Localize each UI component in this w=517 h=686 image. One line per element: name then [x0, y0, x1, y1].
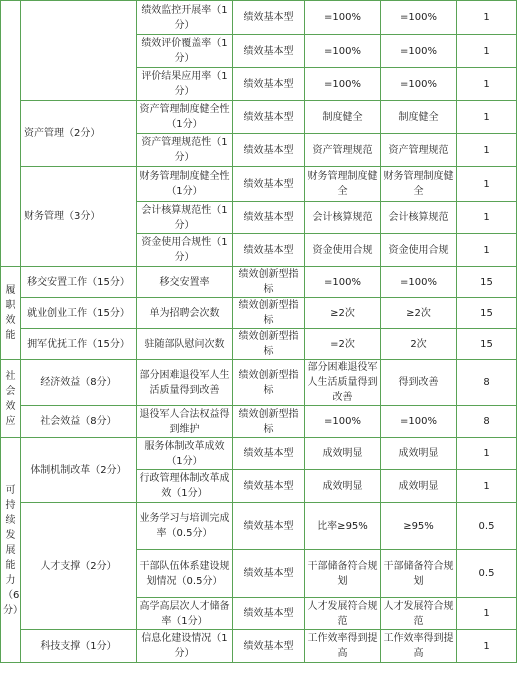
plan-cell: =100% [305, 1, 381, 35]
subcategory-employment: 就业创业工作（15分） [21, 298, 137, 329]
table-row [1, 298, 517, 329]
actual-cell: 工作效率得到提高 [381, 630, 457, 663]
table-row [1, 503, 517, 550]
metric-cell: 服务体制改革成效（1分） [137, 438, 233, 470]
actual-cell: =100% [381, 267, 457, 298]
score-cell: 0.5 [457, 503, 517, 550]
metric-cell: 业务学习与培训完成率（0.5分） [137, 503, 233, 550]
subcategory-tech: 科技支撑（1分） [21, 630, 137, 663]
score-cell: 15 [457, 298, 517, 329]
plan-cell: 部分困难退役军人生活质量得到改善 [305, 360, 381, 406]
score-cell: 8 [457, 360, 517, 406]
actual-cell: 制度健全 [381, 101, 457, 134]
plan-cell: 干部储备符合规划 [305, 550, 381, 598]
subcategory-support: 拥军优抚工作（15分） [21, 329, 137, 360]
metric-cell: 移交安置率 [137, 267, 233, 298]
metric-cell: 资产管理规范性（1分） [137, 134, 233, 167]
metric-cell: 单为招聘会次数 [137, 298, 233, 329]
table-row [1, 630, 517, 663]
subcategory-talent: 人才支撑（2分） [21, 503, 137, 630]
plan-cell: 资金使用合规 [305, 234, 381, 267]
plan-cell: =100% [305, 68, 381, 101]
type-cell: 绩效基本型 [233, 35, 305, 68]
actual-cell: =100% [381, 35, 457, 68]
type-cell: 绩效基本型 [233, 1, 305, 35]
score-cell: 15 [457, 267, 517, 298]
subcategory-econ: 经济效益（8分） [21, 360, 137, 406]
metric-cell: 驻随部队慰问次数 [137, 329, 233, 360]
metric-cell: 退役军人合法权益得到维护 [137, 406, 233, 438]
metric-cell: 行政管理体制改革成效（1分） [137, 470, 233, 503]
actual-cell: 2次 [381, 329, 457, 360]
plan-cell: 人才发展符合规范 [305, 598, 381, 630]
score-cell: 1 [457, 101, 517, 134]
actual-cell: 人才发展符合规范 [381, 598, 457, 630]
type-cell: 绩效基本型 [233, 550, 305, 598]
table-row [1, 101, 517, 134]
actual-cell: 干部储备符合规划 [381, 550, 457, 598]
metric-cell: 资产管理制度健全性（1分） [137, 101, 233, 134]
actual-cell: =100% [381, 406, 457, 438]
score-cell: 15 [457, 329, 517, 360]
plan-cell: 比率≥95% [305, 503, 381, 550]
metric-cell: 信息化建设情况（1分） [137, 630, 233, 663]
type-cell: 绩效创新型指标 [233, 329, 305, 360]
score-cell: 1 [457, 68, 517, 101]
score-cell: 1 [457, 1, 517, 35]
type-cell: 绩效基本型 [233, 470, 305, 503]
type-cell: 绩效基本型 [233, 438, 305, 470]
plan-cell: 财务管理制度健全 [305, 167, 381, 202]
actual-cell: =100% [381, 1, 457, 35]
plan-cell: =2次 [305, 329, 381, 360]
plan-cell: =100% [305, 267, 381, 298]
metric-cell: 部分困难退役军人生活质量得到改善 [137, 360, 233, 406]
score-cell: 1 [457, 35, 517, 68]
subcategory-transfer: 移交安置工作（15分） [21, 267, 137, 298]
type-cell: 绩效基本型 [233, 598, 305, 630]
score-cell: 1 [457, 167, 517, 202]
actual-cell: 财务管理制度健全 [381, 167, 457, 202]
category-social: 社会效应 [1, 360, 21, 438]
subcategory-cell-empty [21, 1, 137, 101]
metric-cell: 评价结果应用率（1分） [137, 68, 233, 101]
actual-cell: ≥2次 [381, 298, 457, 329]
score-cell: 8 [457, 406, 517, 438]
table-row [1, 360, 517, 406]
type-cell: 绩效创新型指标 [233, 267, 305, 298]
actual-cell: 得到改善 [381, 360, 457, 406]
type-cell: 绩效创新型指标 [233, 360, 305, 406]
score-cell: 1 [457, 598, 517, 630]
subcategory-social: 社会效益（8分） [21, 406, 137, 438]
plan-cell: 成效明显 [305, 438, 381, 470]
score-cell: 0.5 [457, 550, 517, 598]
type-cell: 绩效基本型 [233, 630, 305, 663]
type-cell: 绩效创新型指标 [233, 406, 305, 438]
type-cell: 绩效基本型 [233, 101, 305, 134]
actual-cell: =100% [381, 68, 457, 101]
plan-cell: 工作效率得到提高 [305, 630, 381, 663]
plan-cell: =100% [305, 35, 381, 68]
subcategory-asset: 资产管理（2分） [21, 101, 137, 167]
actual-cell: 资金使用合规 [381, 234, 457, 267]
metric-cell: 干部队伍体系建设规划情况（0.5分） [137, 550, 233, 598]
plan-cell: 资产管理规范 [305, 134, 381, 167]
category-duty [1, 267, 21, 360]
metric-cell: 资金使用合规性（1分） [137, 234, 233, 267]
metric-cell: 绩效监控开展率（1分） [137, 1, 233, 35]
metric-cell: 财务管理制度健全性（1分） [137, 167, 233, 202]
type-cell: 绩效基本型 [233, 134, 305, 167]
actual-cell: 会计核算规范 [381, 202, 457, 234]
subcategory-reform: 体制机制改革（2分） [21, 438, 137, 503]
plan-cell: ≥2次 [305, 298, 381, 329]
actual-cell: ≥95% [381, 503, 457, 550]
table-row [1, 267, 517, 298]
actual-cell: 资产管理规范 [381, 134, 457, 167]
type-cell: 绩效基本型 [233, 503, 305, 550]
table-row [1, 167, 517, 202]
metric-cell: 会计核算规范性（1分） [137, 202, 233, 234]
category-sustain: 可持续发展能力（6分） [1, 438, 21, 663]
table-row [1, 438, 517, 470]
table-row [1, 406, 517, 438]
plan-cell: =100% [305, 406, 381, 438]
score-cell: 1 [457, 470, 517, 503]
metric-cell: 高学高层次人才储备率（1分） [137, 598, 233, 630]
score-cell: 1 [457, 234, 517, 267]
plan-cell: 制度健全 [305, 101, 381, 134]
table-row [1, 1, 517, 35]
subcategory-finance: 财务管理（3分） [21, 167, 137, 267]
actual-cell: 成效明显 [381, 470, 457, 503]
category-duty-label: 履职效能 [5, 285, 16, 341]
type-cell: 绩效基本型 [233, 167, 305, 202]
type-cell: 绩效基本型 [233, 202, 305, 234]
score-cell: 1 [457, 134, 517, 167]
type-cell: 绩效基本型 [233, 234, 305, 267]
type-cell: 绩效基本型 [233, 68, 305, 101]
score-cell: 1 [457, 202, 517, 234]
score-cell: 1 [457, 438, 517, 470]
type-cell: 绩效创新型指标 [233, 298, 305, 329]
category-cell-empty [1, 1, 21, 267]
metric-cell: 绩效评价覆盖率（1分） [137, 35, 233, 68]
table-row [1, 329, 517, 360]
actual-cell: 成效明显 [381, 438, 457, 470]
plan-cell: 会计核算规范 [305, 202, 381, 234]
score-cell: 1 [457, 630, 517, 663]
plan-cell: 成效明显 [305, 470, 381, 503]
